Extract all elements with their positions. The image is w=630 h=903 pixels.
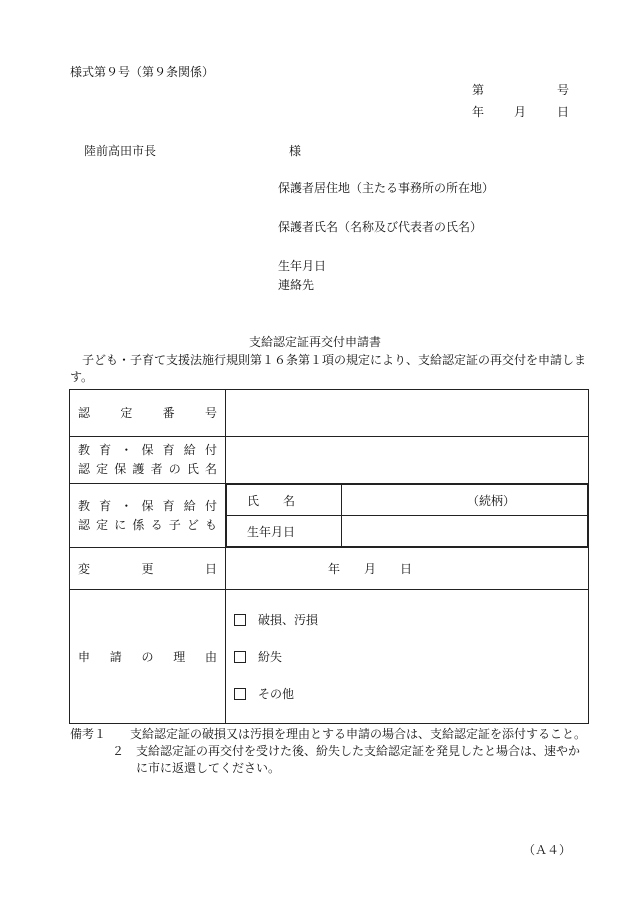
document-title: 支給認定証再交付申請書 [248, 335, 381, 349]
note-1-head: 備考１ [70, 727, 107, 741]
checkbox-icon[interactable] [234, 614, 246, 626]
note-2-body: 支給認定証の再交付を受けた後、紛失した支給認定証を発見したと場合は、速やかに市に返還してください。 [136, 744, 581, 775]
child-label: 教 育 ・ 保 育 給 付 認 定 に 係 る 子 ど も [70, 484, 226, 548]
reason-option-damage[interactable]: 破損、汚損 [226, 601, 588, 638]
guardian-name-label: 教 育 ・ 保 育 給 付 認 定 保 護 者 の 氏 名 [70, 437, 226, 484]
application-form-table [69, 389, 589, 724]
note-1-body: 支給認定証の破損又は汚損を理由とする申請の場合は、支給認定証を添付すること。 [130, 727, 587, 741]
reason-option-other[interactable]: その他 [226, 675, 588, 712]
guardian-name-field[interactable] [226, 437, 589, 484]
child-subtable [226, 484, 588, 547]
reason-options [226, 590, 589, 724]
date-month: 月 [514, 105, 527, 119]
body-text: 子ども・子育て支援法施行規則第１６条第１項の規定により、支給認定証の再交付を申請します。 [70, 353, 587, 384]
reason-label: 申 請 の 理 由 [70, 590, 226, 724]
doc-number-suffix: 号 [557, 83, 570, 97]
form-number: 様式第９号（第９条関係） [70, 65, 215, 79]
checkbox-icon[interactable] [234, 651, 246, 663]
notes [70, 726, 590, 777]
row-child [70, 484, 589, 548]
applicant-name-label: 保護者氏名（名称及び代表者の氏名） [278, 220, 483, 234]
checkbox-icon[interactable] [234, 688, 246, 700]
row-change-date [70, 548, 589, 590]
row-reason [70, 590, 589, 724]
child-relation[interactable]: （続柄） [342, 485, 588, 516]
row-cert-number [70, 390, 589, 437]
child-birth-label: 生年月日 [227, 516, 342, 547]
note-2-head: ２ [111, 744, 124, 758]
child-name-label: 氏 名 [227, 485, 342, 516]
change-date-field[interactable]: 年 月 日 [226, 548, 589, 590]
reason-option-lost[interactable]: 紛失 [226, 638, 588, 675]
child-info-cell [226, 484, 589, 548]
cert-number-field[interactable] [226, 390, 589, 437]
addressee-name: 陸前高田市長 [84, 144, 157, 158]
applicant-birth-label: 生年月日 [278, 259, 327, 273]
date-day: 日 [557, 105, 570, 119]
date-year: 年 [472, 105, 485, 119]
addressee-honorific: 様 [289, 144, 302, 158]
cert-number-label: 認 定 番 号 [70, 390, 226, 437]
applicant-contact-label: 連絡先 [278, 278, 315, 292]
child-birth-field[interactable] [342, 516, 588, 547]
applicant-address-label: 保護者居住地（主たる事務所の所在地） [278, 181, 495, 195]
paper-size: （Ａ４） [523, 843, 572, 857]
change-date-label: 変 更 日 [70, 548, 226, 590]
row-guardian-name [70, 437, 589, 484]
doc-number-prefix: 第 [472, 83, 485, 97]
